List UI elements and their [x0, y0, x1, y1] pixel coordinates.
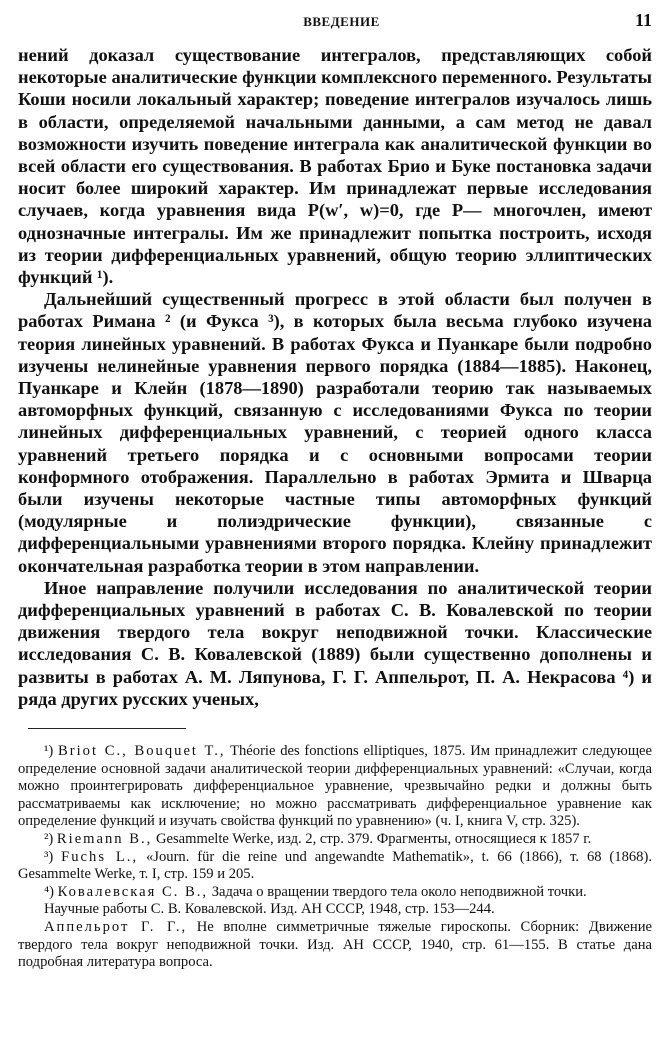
footnote-text: Gesammelte Werke, изд. 2, стр. 379. Фрагменты, относящиеся к 1857 г. — [155, 831, 592, 848]
footnote-4 — [18, 884, 652, 902]
footnote-author: Аппельрот Г. Г., — [44, 919, 188, 936]
running-head: ВВЕДЕНИЕ — [303, 14, 380, 29]
footnote-1 — [18, 743, 652, 831]
footnote-4-appelrot — [18, 919, 652, 972]
footnote-author: Briot C., Bouquet T., — [58, 743, 226, 760]
footnote-mark: ¹) — [44, 743, 54, 760]
paragraph-3: Иное направление получили исследования по аналитической теории дифференциальных уравнений в работах С. В. Ковалевской по теории движения твердого тела вокруг неподвижной точки. Классические исследования С. В. Ковалевской (1889) были существенно дополнены и развиты в работах А. М. Ляпунова, Г. Г. Аппельрот, П. А. Некрасова ⁴) и ряда других русских ученых, — [18, 577, 652, 709]
footnote-3 — [18, 849, 652, 884]
footnote-4-continued: Научные работы С. В. Ковалевской. Изд. АН СССР, 1948, стр. 153—244. — [44, 901, 495, 918]
footnote-author: Riemann B., — [56, 831, 153, 848]
page-header — [18, 10, 652, 44]
book-page — [18, 10, 652, 972]
body-text — [18, 44, 652, 710]
footnote-text: «Journ. für die reine und angewandte Mathematik», t. 66 (1866), т. 68 (1868). Gesammelte Werke, т. I, стр. 159 и 205. — [18, 848, 652, 883]
footnotes — [18, 743, 652, 972]
footnote-mark: ²) — [44, 831, 54, 848]
footnote-divider — [28, 728, 186, 729]
footnote-mark: ³) — [44, 848, 54, 865]
paragraph-2: Дальнейший существенный прогресс в этой области был получен в работах Римана ² (и Фукса ³), в которых была весьма глубоко изучена теория линейных уравнений. В работах Фукса и Пуанкаре были подробно изучены нелинейные уравнения первого порядка (1884—1885). Наконец, Пуанкаре и Клейн (1878—1890) разработали теорию так называемых автоморфных функций, связанную с исследованиями Фукса по теории линейных дифференциальных уравнений, с теорией одного класса уравнений третьего порядка и с основными вопросами теории конформного отображения. Параллельно в работах Эрмита и Шварца были изучены некоторые частные типы автоморфных функций (модулярные и полиэдрические функции), связанные с дифференциальными уравнениями второго порядка. Клейну принадлежит окончательная разработка теории в этом направлении. — [18, 289, 652, 576]
footnote-author: Ковалевская С. В., — [57, 883, 209, 900]
footnote-2 — [18, 831, 652, 849]
footnote-text: Théorie des fonctions elliptiques, 1875. Им принадлежит следующее определение основной задачи аналитической теории дифференциальных уравнений: «Случаи, когда можно проинтегрировать дифференциальное уравнение, чрезвычайно редки и должны быть рассматриваемы как исключение; но можно рассматривать дифференциальное уравнение как определение функций и изучать свойства функций по уравнению» (ч. I, книга V, стр. 325). — [18, 743, 653, 830]
page-number: 11 — [634, 10, 652, 30]
footnote-text: Задача о вращении твердого тела около неподвижной точки. — [211, 883, 587, 900]
footnote-text: Не вполне симметричные тяжелые гироскопы. Сборник: Движение твердого тела вокруг неподвижной точки. Изд. АН СССР, 1940, стр. 61—155. В статье дана подробная литература вопроса. — [18, 919, 652, 971]
footnote-author: Fuchs L., — [61, 848, 139, 865]
paragraph-1: нений доказал существование интегралов, представляющих собой некоторые аналитические функции комплексного переменного. Результаты Коши носили локальный характер; поведение интегралов изучалось лишь в области, определяемой начальными данными, а сам метод не давал возможности изучить поведение интеграла как аналитической функции во всей области его существования. В работах Брио и Буке постановка задачи носит более широкий характер. Им принадлежат первые исследования случаев, когда уравнения вида P(w′, w)=0, где P— многочлен, имеют однозначные интегралы. Им же принадлежит попытка построить, исходя из теории дифференциальных уравнений, общую теорию эллиптических функций ¹). — [18, 45, 652, 288]
footnote-mark: ⁴) — [44, 883, 54, 900]
